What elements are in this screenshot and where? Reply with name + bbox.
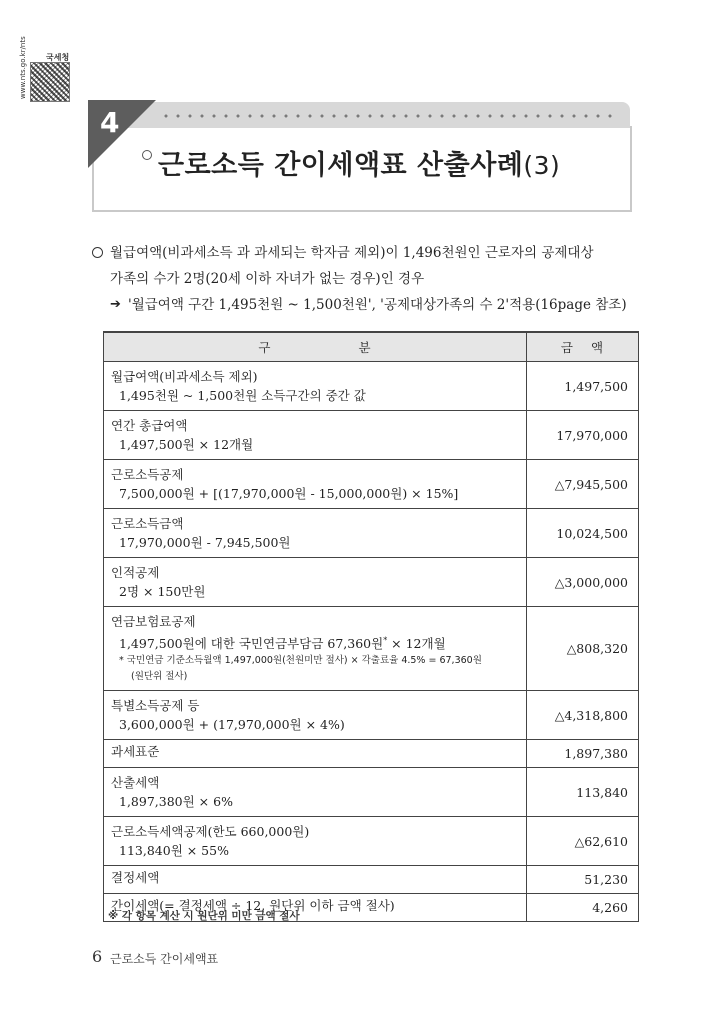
row-formula: 3,600,000원 + (17,970,000원 × 4%) xyxy=(119,717,345,733)
table-row xyxy=(104,558,639,607)
row-amount: 1,897,380 xyxy=(527,740,639,768)
row-label: 과세표준 xyxy=(111,744,160,760)
page-title-main: 근로소득 간이세액표 산출사례 xyxy=(158,150,524,181)
row-amount: △7,945,500 xyxy=(527,460,639,509)
row-label: 산출세액 xyxy=(111,775,160,791)
circle-ornament-icon xyxy=(142,150,152,160)
row-amount: 1,497,500 xyxy=(527,362,639,411)
table-row xyxy=(104,768,639,817)
row-description xyxy=(104,362,527,411)
row-description xyxy=(104,411,527,460)
row-label: 간이세액(= 결정세액 ÷ 12, 원단위 이하 금액 절사) xyxy=(111,898,395,914)
calculation-table xyxy=(103,331,639,922)
table-row xyxy=(104,362,639,411)
row-label: 근로소득금액 xyxy=(111,516,184,531)
row-amount: △4,318,800 xyxy=(527,691,639,740)
table-row xyxy=(104,607,639,691)
row-amount: 51,230 xyxy=(527,866,639,894)
row-label: 근로소득공제 xyxy=(111,467,184,482)
page-title-suffix: (3) xyxy=(523,151,561,180)
row-formula: 1,497,500원 × 12개월 xyxy=(119,437,254,452)
intro-reference: '월급여액 구간 1,495천원 ~ 1,500천원', '공제대상가족의 수 2'적용(16page 참조) xyxy=(128,297,627,313)
footnote-mark: * xyxy=(383,636,388,645)
row-formula-main: 1,497,500원에 대한 국민연금부담금 67,360원 xyxy=(119,636,384,652)
row-amount: 4,260 xyxy=(527,894,639,922)
row-description xyxy=(104,866,527,894)
row-description xyxy=(104,460,527,509)
row-formula: 2명 × 150만원 xyxy=(119,584,206,599)
row-amount: △808,320 xyxy=(527,607,639,691)
row-formula xyxy=(111,631,520,653)
row-description xyxy=(104,817,527,866)
row-label: 연금보험료공제 xyxy=(111,614,196,629)
running-title: 근로소득 간이세액표 xyxy=(110,952,219,966)
column-header-label: 구분 xyxy=(104,332,527,362)
row-description xyxy=(104,607,527,691)
row-amount: △3,000,000 xyxy=(527,558,639,607)
table-row xyxy=(104,411,639,460)
row-description xyxy=(104,768,527,817)
circle-bullet-icon xyxy=(92,247,103,258)
row-formula: 7,500,000원 + [(17,970,000원 - 15,000,000원) × 15%] xyxy=(119,486,459,501)
row-label: 인적공제 xyxy=(111,565,160,580)
intro-line: 가족의 수가 2명(20세 이하 자녀가 없는 경우)인 경우 xyxy=(110,271,425,287)
row-label: 월급여액(비과세소득 제외) xyxy=(111,369,258,384)
row-amount: △62,610 xyxy=(527,817,639,866)
row-description xyxy=(104,740,527,768)
row-formula: 17,970,000원 - 7,945,500원 xyxy=(119,535,291,550)
arrow-right-icon: ➔ xyxy=(110,297,121,312)
intro-line: 월급여액(비과세소득 과 과세되는 학자금 제외)이 1,496천원인 근로자의 공제대상 xyxy=(110,245,594,261)
row-note: * 국민연금 기준소득월액 1,497,000원(천원미만 절사) × 각출료율 4.5% = 67,360원 xyxy=(119,655,482,667)
table-footnote: ※ 각 항목 계산 시 원단위 미만 금액 절사 xyxy=(108,910,300,922)
row-description xyxy=(104,509,527,558)
chapter-number: 4 xyxy=(100,106,120,139)
row-description xyxy=(104,691,527,740)
table-row xyxy=(104,866,639,894)
row-amount: 113,840 xyxy=(527,768,639,817)
column-header-amount: 금액 xyxy=(527,332,639,362)
row-description xyxy=(104,558,527,607)
row-label: 특별소득공제 등 xyxy=(111,698,200,714)
qr-side-text: www.nts.go.kr/nts xyxy=(19,36,27,99)
row-label: 결정세액 xyxy=(111,870,160,886)
row-label: 근로소득세액공제(한도 660,000원) xyxy=(111,824,310,840)
table-row xyxy=(104,509,639,558)
row-label: 연간 총급여액 xyxy=(111,418,188,433)
table-row xyxy=(104,460,639,509)
banner-dots xyxy=(160,114,615,118)
row-amount: 10,024,500 xyxy=(527,509,639,558)
page-number: 6 xyxy=(92,947,103,966)
table-header-row xyxy=(104,332,639,362)
row-note: (원단위 절사) xyxy=(131,671,188,683)
row-formula: 1,897,380원 × 6% xyxy=(119,794,233,810)
row-formula: 1,495천원 ~ 1,500천원 소득구간의 중간 값 xyxy=(119,388,366,403)
row-amount: 17,970,000 xyxy=(527,411,639,460)
table-row xyxy=(104,691,639,740)
row-formula-tail: × 12개월 xyxy=(387,636,446,652)
table-row xyxy=(104,740,639,768)
qr-code-icon xyxy=(30,62,70,102)
qr-logo-block xyxy=(18,36,78,100)
qr-label: 국세청 xyxy=(46,53,70,62)
table-row xyxy=(104,817,639,866)
page-title xyxy=(158,143,560,182)
row-formula: 113,840원 × 55% xyxy=(119,843,229,859)
